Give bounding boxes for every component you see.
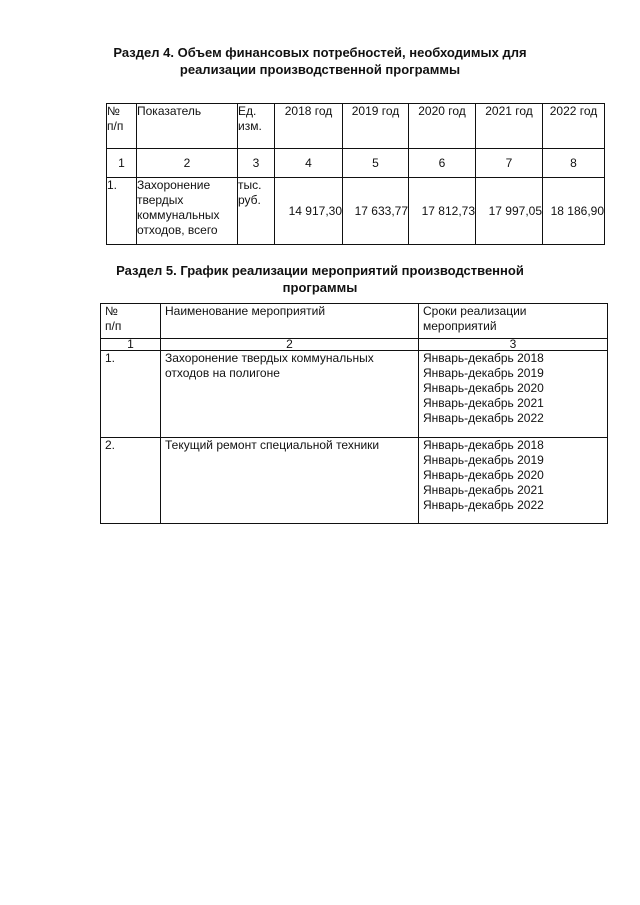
row-indicator (137, 178, 238, 245)
schedule-table (100, 303, 608, 524)
section-4-title-line-2: реализации производственной программы (179, 62, 461, 77)
table-row (107, 178, 605, 245)
section-4-title (0, 44, 640, 78)
value-2018: 14 917,30 (275, 178, 343, 245)
row-num: 1. (101, 351, 161, 438)
table-row (101, 351, 608, 438)
row-terms (419, 351, 608, 438)
term-line: Январь-декабрь 2022 (423, 498, 544, 512)
header-year-2022: 2022 год (543, 104, 605, 149)
section-5-title (0, 262, 640, 296)
header-year-2018: 2018 год (275, 104, 343, 149)
header-year-2019: 2019 год (343, 104, 409, 149)
header-indicator: Показатель (137, 104, 238, 149)
column-index-cell: 5 (343, 149, 409, 178)
section-5-title-line-1: Раздел 5. График реализации мероприятий производственной (116, 263, 524, 278)
value-2021: 17 997,05 (476, 178, 543, 245)
term-line: Январь-декабрь 2019 (423, 366, 544, 380)
header-num (101, 304, 161, 339)
column-index-row (107, 149, 605, 178)
section-4-title-line-1: Раздел 4. Объем финансовых потребностей, необходимых для (113, 45, 527, 60)
unit-line: руб. (238, 193, 261, 207)
header-num-line-2: п/п (107, 119, 124, 133)
activity-name-line: Текущий ремонт специальной техники (165, 438, 380, 452)
row-unit (238, 178, 275, 245)
column-index-row (101, 339, 608, 351)
term-line: Январь-декабрь 2021 (423, 396, 544, 410)
header-activity-name: Наименование мероприятий (161, 304, 419, 339)
column-index-cell: 1 (107, 149, 137, 178)
column-index-cell: 7 (476, 149, 543, 178)
column-index-cell: 2 (137, 149, 238, 178)
table-header-row (107, 104, 605, 149)
header-terms-line-1: Сроки реализации (423, 304, 527, 318)
row-activity-name (161, 438, 419, 524)
column-index-cell: 3 (238, 149, 275, 178)
header-num-line-2: п/п (105, 319, 122, 333)
header-unit-line-1: Ед. (238, 104, 257, 118)
term-line: Январь-декабрь 2019 (423, 453, 544, 467)
row-num: 2. (101, 438, 161, 524)
value-2019: 17 633,77 (343, 178, 409, 245)
term-line: Январь-декабрь 2020 (423, 381, 544, 395)
activity-name-line: отходов на полигоне (165, 366, 280, 380)
header-year-2020: 2020 год (409, 104, 476, 149)
header-year-2021: 2021 год (476, 104, 543, 149)
term-line: Январь-декабрь 2018 (423, 351, 544, 365)
table-row (101, 438, 608, 524)
column-index-cell: 8 (543, 149, 605, 178)
column-index-cell: 1 (101, 339, 161, 351)
column-index-cell: 6 (409, 149, 476, 178)
value-2020: 17 812,73 (409, 178, 476, 245)
column-index-cell: 2 (161, 339, 419, 351)
column-index-cell: 4 (275, 149, 343, 178)
table-header-row (101, 304, 608, 339)
row-num: 1. (107, 178, 137, 245)
section-5-title-line-2: программы (282, 280, 358, 295)
column-index-cell: 3 (419, 339, 608, 351)
header-terms (419, 304, 608, 339)
header-num-line-1: № (107, 104, 120, 118)
indicator-line: Захоронение (137, 178, 211, 192)
indicator-line: отходов, всего (137, 223, 218, 237)
financial-needs-table (106, 103, 605, 245)
header-unit (238, 104, 275, 149)
row-terms (419, 438, 608, 524)
value-2022: 18 186,90 (543, 178, 605, 245)
header-unit-line-2: изм. (238, 119, 262, 133)
term-line: Январь-декабрь 2020 (423, 468, 544, 482)
header-num (107, 104, 137, 149)
term-line: Январь-декабрь 2021 (423, 483, 544, 497)
activity-name-line: Захоронение твердых коммунальных (165, 351, 374, 365)
header-num-line-1: № (105, 304, 118, 318)
indicator-line: твердых (137, 193, 184, 207)
term-line: Январь-декабрь 2018 (423, 438, 544, 452)
unit-line: тыс. (238, 178, 262, 192)
header-terms-line-2: мероприятий (423, 319, 497, 333)
indicator-line: коммунальных (137, 208, 220, 222)
term-line: Январь-декабрь 2022 (423, 411, 544, 425)
row-activity-name (161, 351, 419, 438)
